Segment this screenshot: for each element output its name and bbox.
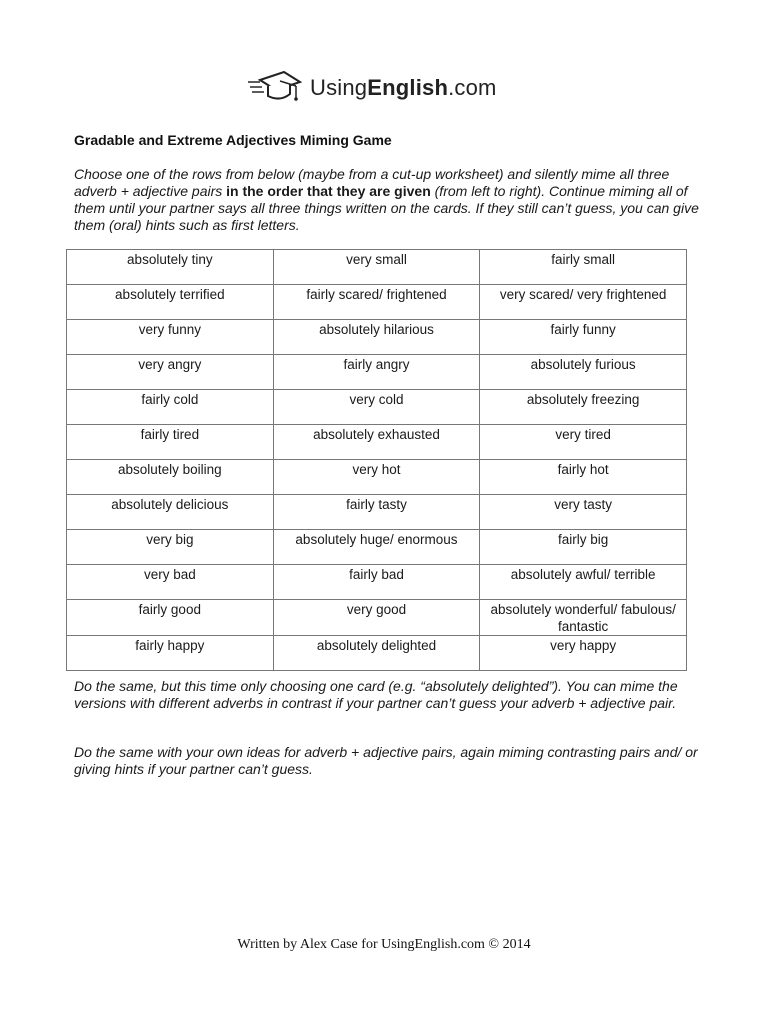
table-cell: very tasty bbox=[480, 495, 687, 530]
table-cell: very cold bbox=[273, 390, 480, 425]
table-cell: very bad bbox=[67, 565, 274, 600]
table-row bbox=[67, 250, 687, 285]
table-row bbox=[67, 320, 687, 355]
table-cell: fairly scared/ frightened bbox=[273, 285, 480, 320]
table-row bbox=[67, 565, 687, 600]
intro-paragraph: Choose one of the rows from below (maybe from a cut-up worksheet) and silently mime all three adverb + adjective pairs in the order that they are given (from left to right). Continue miming all of them until your partner says all three things written on the cards. If they still can’t guess, you can give them (oral) hints such as first letters. bbox=[74, 166, 699, 233]
table-cell: absolutely delighted bbox=[273, 636, 480, 671]
table-cell: very angry bbox=[67, 355, 274, 390]
footer-credit: Written by Alex Case for UsingEnglish.com © 2014 bbox=[237, 937, 531, 952]
table-cell: fairly small bbox=[480, 250, 687, 285]
page-title: Gradable and Extreme Adjectives Miming Game bbox=[74, 132, 392, 148]
table-cell: absolutely tiny bbox=[67, 250, 274, 285]
table-cell: absolutely delicious bbox=[67, 495, 274, 530]
followup-paragraph-2: Do the same with your own ideas for adverb + adjective pairs, again miming contrasting pairs and/ or giving hints if your partner can’t guess. bbox=[74, 744, 698, 777]
table-cell: very funny bbox=[67, 320, 274, 355]
graduation-cap-icon bbox=[246, 70, 304, 106]
table-cell: absolutely terrified bbox=[67, 285, 274, 320]
table-row bbox=[67, 636, 687, 671]
site-logo bbox=[246, 68, 497, 108]
adjective-cards-table bbox=[66, 249, 687, 671]
table-cell: fairly happy bbox=[67, 636, 274, 671]
table-cell: very big bbox=[67, 530, 274, 565]
table-cell: very good bbox=[273, 600, 480, 636]
table-row bbox=[67, 355, 687, 390]
table-cell: absolutely awful/ terrible bbox=[480, 565, 687, 600]
table-cell: fairly tired bbox=[67, 425, 274, 460]
table-cell: very scared/ very frightened bbox=[480, 285, 687, 320]
table-cell: fairly hot bbox=[480, 460, 687, 495]
table-row bbox=[67, 600, 687, 636]
table-row bbox=[67, 285, 687, 320]
logo-wordmark: UsingEnglish.com bbox=[310, 75, 497, 100]
table-cell: fairly tasty bbox=[273, 495, 480, 530]
table-cell: absolutely furious bbox=[480, 355, 687, 390]
table-cell: absolutely wonderful/ fabulous/ fantastic bbox=[480, 600, 687, 636]
table-cell: fairly good bbox=[67, 600, 274, 636]
table-cell: fairly big bbox=[480, 530, 687, 565]
table-cell: absolutely exhausted bbox=[273, 425, 480, 460]
table-cell: absolutely freezing bbox=[480, 390, 687, 425]
table-cell: fairly angry bbox=[273, 355, 480, 390]
table-cell: very small bbox=[273, 250, 480, 285]
table-cell: absolutely huge/ enormous bbox=[273, 530, 480, 565]
table-row bbox=[67, 390, 687, 425]
followup-paragraph-1: Do the same, but this time only choosing one card (e.g. “absolutely delighted”). You can mime the versions with different adverbs in contrast if your partner can’t guess your adverb + adjective pair. bbox=[74, 678, 678, 711]
table-row bbox=[67, 495, 687, 530]
table-cell: fairly bad bbox=[273, 565, 480, 600]
table-cell: absolutely boiling bbox=[67, 460, 274, 495]
table-cell: very hot bbox=[273, 460, 480, 495]
table-cell: very happy bbox=[480, 636, 687, 671]
table-cell: fairly funny bbox=[480, 320, 687, 355]
table-cell: absolutely hilarious bbox=[273, 320, 480, 355]
table-row bbox=[67, 530, 687, 565]
table-row bbox=[67, 460, 687, 495]
table-cell: fairly cold bbox=[67, 390, 274, 425]
table-cell: very tired bbox=[480, 425, 687, 460]
table-row bbox=[67, 425, 687, 460]
